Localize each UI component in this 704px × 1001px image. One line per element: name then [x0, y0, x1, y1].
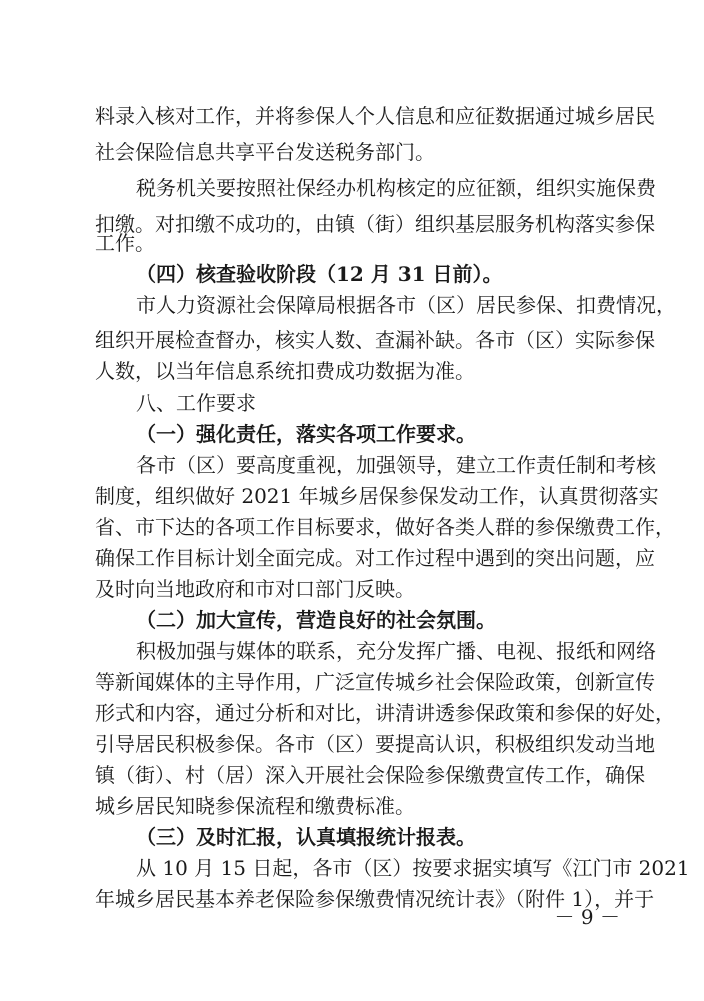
- paragraph-line: 组织开展检查督办，核实人数、查漏补缺。各市（区）实际参保: [95, 328, 655, 352]
- section-heading: （二）加大宣传，营造良好的社会氛围。: [136, 608, 496, 632]
- section-heading: （一）强化责任，落实各项工作要求。: [136, 422, 476, 446]
- paragraph-line: 确保工作目标计划全面完成。对工作过程中遇到的突出问题，应: [95, 546, 655, 570]
- paragraph-line: 从 10 月 15 日起，各市（区）按要求据实填写《江门市 2021: [136, 856, 690, 880]
- paragraph-line: 省、市下达的各项工作目标要求，做好各类人群的参保缴费工作，: [95, 515, 675, 539]
- paragraph-line: 等新闻媒体的主导作用，广泛宣传城乡社会保险政策，创新宣传: [95, 670, 655, 694]
- paragraph-line: 工作。: [95, 231, 155, 255]
- paragraph-line: 社会保险信息共享平台发送税务部门。: [95, 140, 435, 164]
- paragraph-line: 各市（区）要高度重视，加强领导，建立工作责任制和考核: [136, 453, 656, 477]
- paragraph-line: 税务机关要按照社保经办机构核定的应征额，组织实施保费: [136, 176, 656, 200]
- paragraph-line: 扣缴。对扣缴不成功的，由镇（街）组织基层服务机构落实参保: [95, 212, 655, 236]
- paragraph-line: 制度，组织做好 2021 年城乡居保参保发动工作，认真贯彻落实: [95, 484, 659, 508]
- paragraph-line: 人数，以当年信息系统扣费成功数据为准。: [95, 359, 475, 383]
- paragraph-line: 引导居民积极参保。各市（区）要提高认识，积极组织发动当地: [95, 732, 655, 756]
- paragraph-line: 料录入核对工作，并将参保人个人信息和应征数据通过城乡居民: [95, 104, 655, 128]
- section-heading: 八、工作要求: [136, 391, 256, 415]
- page-number: － 9 －: [554, 905, 620, 929]
- paragraph-line: 积极加强与媒体的联系，充分发挥广播、电视、报纸和网络: [136, 639, 656, 663]
- paragraph-line: 年城乡居民基本养老保险参保缴费情况统计表》（附件 1），并于: [95, 887, 655, 911]
- paragraph-line: 及时向当地政府和市对口部门反映。: [95, 577, 415, 601]
- paragraph-line: 城乡居民知晓参保流程和缴费标准。: [95, 794, 415, 818]
- section-heading: （四）核查验收阶段（12 月 31 日前）。: [136, 262, 503, 286]
- paragraph-line: 镇（街）、村（居）深入开展社会保险参保缴费宣传工作，确保: [95, 763, 645, 787]
- paragraph-line: 市人力资源社会保障局根据各市（区）居民参保、扣费情况，: [136, 293, 676, 317]
- section-heading: （三）及时汇报，认真填报统计报表。: [136, 825, 476, 849]
- paragraph-line: 形式和内容，通过分析和对比，讲清讲透参保政策和参保的好处，: [95, 701, 675, 725]
